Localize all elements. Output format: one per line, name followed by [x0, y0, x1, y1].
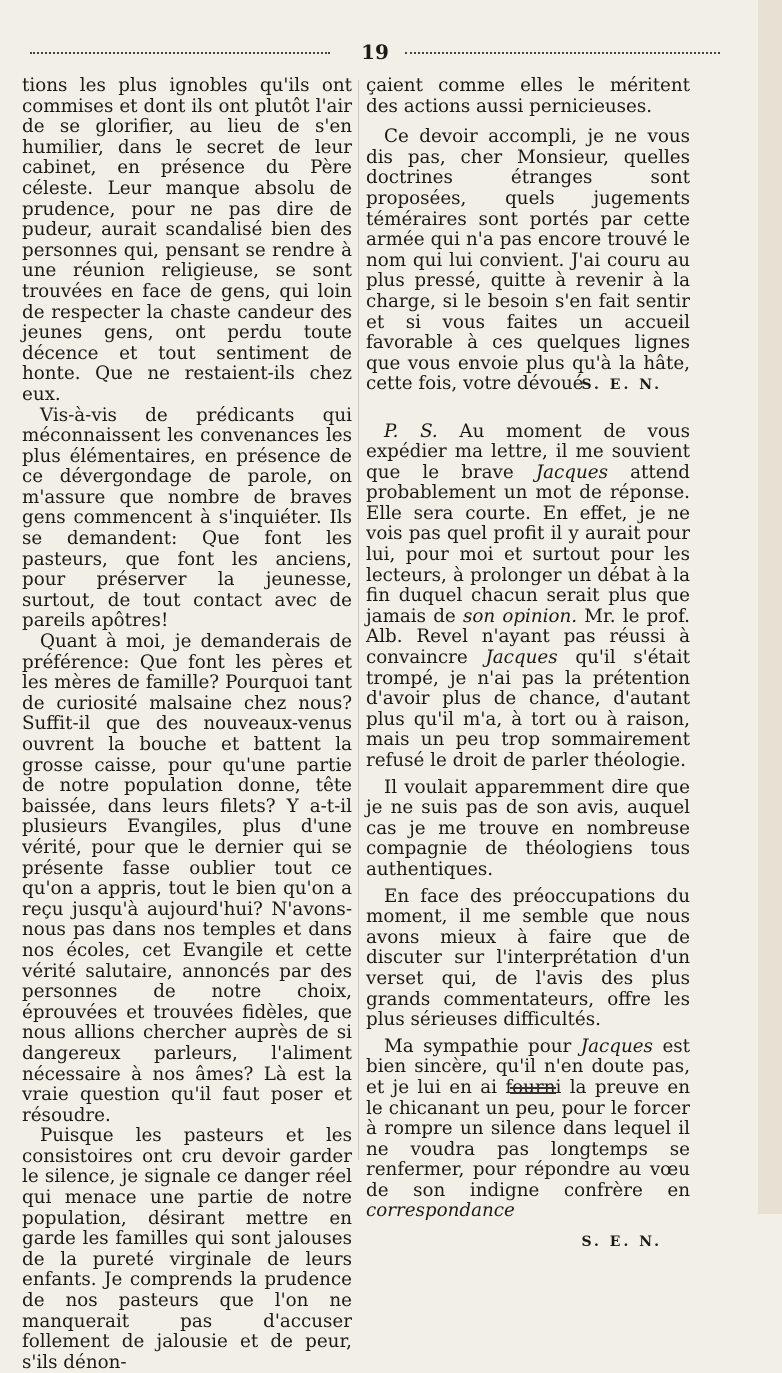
- postscript-text: Au moment de vous expédier ma lettre, il me souvient que le brave: [366, 420, 690, 483]
- name-jacques: Jacques: [485, 647, 558, 669]
- closing-ornament: [510, 1087, 556, 1097]
- header-rule-right: [405, 52, 720, 54]
- paragraph: Quant à moi, je demanderais de préférence: Que font les pères et les mères de famille? Pourquoi tant de curiosité malsaine chez nous? Suffit-il que des nouveaux-venus ouvrent la bouche et battent la grosse caisse, pour qu'une partie de notre population donne, tête baissée, dans leurs filets? Y a-t-il plusieurs Evangiles, plus d'une vérité, pour que le dernier qui se présente fasse oublier tout ce qu'on a appris, tout le bien qu'on a reçu jusqu'à aujourd'hui? N'avons-nous pas dans nos temples et dans nos écoles, cet Evangile et cette vérité salutaire, annoncés par des personnes de notre choix, éprouvées et trouvées fidèles, que nous allions chercher auprès de si dangereux parleurs, l'aliment nécessaire à nos âmes? Là est la vraie question qu'il faut poser et résoudre.: [22, 631, 352, 1126]
- paragraph-text: Ce devoir accompli, je ne vous dis pas, cher Monsieur, quelles doctrines étranges sont proposées, quels jugements téméraires sont portés par cette armée qui n'a pas encore trouvé le nom qui lui convient. J'ai couru au plus pressé, quitte à revenir à la charge, si le besoin s'en fait sentir et si vous faites un accueil favorable à ces quelques lignes que vous envoie plus qu'à la hâte, cette fois, votre dévoué: [366, 126, 690, 395]
- word-correspondance: correspondance: [366, 1200, 515, 1222]
- paragraph: En face des préoccupations du moment, il me semble que nous avons mieux à faire que de discuter sur l'interprétation d'un verset qui, de l'avis des plus grands commentateurs, offre les plus sérieuses difficultés.: [366, 885, 690, 1031]
- postscript-text: attend probablement un mot de réponse. Elle sera courte. En effet, je ne vois pas quel profit il y aurait pour lui, pour moi et surtout pour les lecteurs, à prolonger un débat à la fin duquel chacun serait plus que jamais de: [366, 461, 690, 627]
- page-number: 19: [361, 40, 389, 64]
- postscript-text: Mr. le prof. Alb. Revel n'ayant pas réussi à convaincre: [366, 605, 690, 669]
- signature: S. E. N.: [581, 376, 662, 393]
- right-column: [366, 76, 690, 1253]
- paragraph: Il voulait apparemment dire que je ne suis pas de son avis, auquel cas je me trouve en nombreuse compagnie de théologiens tous authentiques.: [366, 776, 690, 880]
- phrase-son-opinion: son opinion.: [462, 605, 578, 627]
- name-jacques: Jacques: [535, 461, 608, 483]
- postscript: [366, 422, 690, 772]
- page-header: [30, 40, 720, 64]
- paragraph: [366, 1037, 690, 1222]
- signature: S. E. N.: [581, 1234, 662, 1251]
- postscript-text: qu'il s'était trompé, je n'ai pas la prétention d'avoir plus de chance, d'autant plus qu'il m'a, à tort ou à raison, mais un peu trop sommairement refusé le droit de parler théologie.: [366, 647, 690, 771]
- paragraph-text: est bien sincère, qu'il n'en doute pas, et je lui en ai fourni la preuve en le chicanant un peu, pour le forcer à rompre un silence dans lequel il ne voudra pas longtemps se renfermer, pour répondre au vœu de son indigne confrère en: [366, 1035, 690, 1201]
- column-divider: [358, 80, 359, 1160]
- paragraph-text: Ma sympathie pour: [384, 1035, 581, 1057]
- paragraph: [366, 127, 690, 395]
- postscript-label: P. S.: [384, 420, 438, 442]
- paragraph: Vis-à-vis de prédicants qui méconnaissent les convenances les plus élémentaires, en présence de ce dévergondage de parole, on m'assure que nombre de braves gens commencent à s'inquiéter. Ils se demandent: Que font les pasteurs, que font les anciens, pour préserver la jeunesse, surtout, de tout contact avec de pareils apôtres!: [22, 404, 352, 632]
- left-column: [22, 76, 352, 1373]
- name-jacques: Jacques: [580, 1035, 653, 1057]
- page-edge: [758, 0, 782, 1214]
- header-rule-left: [30, 52, 330, 54]
- paragraph: Puisque les pasteurs et les consistoires ont cru devoir garder le silence, je signale ce danger réel qui menace une partie de notre population, désirant mettre en garde les familles qui sont jalouses de la pureté virginale de leurs enfants. Je comprends la prudence de nos pasteurs que l'on ne manquerait pas d'accuser follement de jalousie et de peur, s'ils dénon-: [22, 1125, 352, 1373]
- paragraph: çaient comme elles le méritent des actions aussi pernicieuses.: [366, 75, 690, 117]
- paragraph: tions les plus ignobles qu'ils ont commises et dont ils ont plutôt l'air de se glorifier, au lieu de s'en humilier, dans le secret de leur cabinet, en présence du Père céleste. Leur manque absolu de prudence, pour ne pas dire de pudeur, aurait scandalisé bien des personnes qui, pensant se rendre à une réunion religieuse, se sont trouvées en face de gens, qui loin de respecter la chaste candeur des jeunes gens, ont perdu toute décence et tout sentiment de honte. Que ne restaient-ils chez eux.: [22, 75, 352, 405]
